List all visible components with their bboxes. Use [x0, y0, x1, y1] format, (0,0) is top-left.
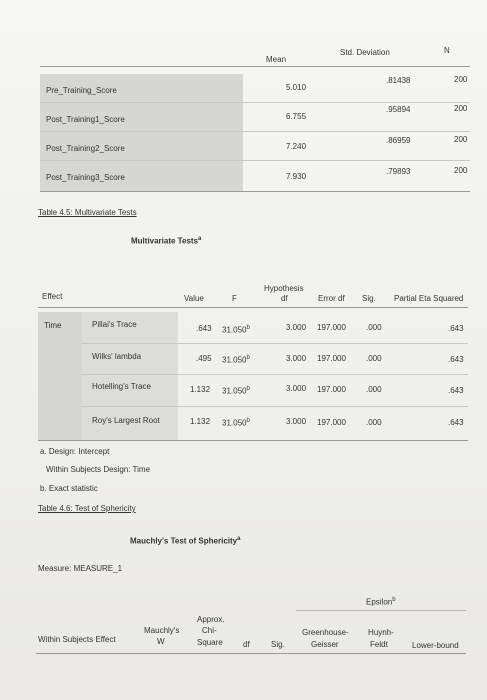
cell-eta: .643 — [448, 418, 464, 427]
cell-sig: .000 — [366, 323, 382, 332]
header-hypothesis-df: df — [281, 294, 288, 303]
cell-hypothesis-df: 3.000 — [286, 384, 307, 393]
cell-std: .79893 — [386, 167, 411, 176]
cell-f: 31.050$^b$ — [222, 325, 250, 335]
header-huynh: Huynh- — [368, 628, 394, 637]
row-rule — [40, 102, 470, 103]
row-label: Pillai's Trace — [92, 320, 137, 329]
header-feldt: Feldt — [370, 640, 388, 649]
footnote-within-subjects: Within Subjects Design: Time — [46, 465, 151, 474]
cell-f: 31.050$^b$ — [222, 355, 250, 365]
table-4-5-caption: Table 4.5: Multivariate Tests — [38, 208, 137, 217]
header-hypothesis: Hypothesis — [264, 284, 304, 293]
table-4-6-caption: Table 4.6: Test of Sphericity — [38, 504, 136, 513]
footnote-exact-statistic: b. Exact statistic — [40, 484, 98, 493]
cell-error-df: 197.000 — [317, 354, 346, 363]
header-rule — [36, 653, 466, 654]
multivariate-tests-title: Multivariate Tests$^a$ — [131, 236, 202, 246]
header-sig: Sig. — [362, 294, 376, 303]
header-rule — [40, 66, 470, 67]
cell-error-df: 197.000 — [317, 418, 346, 427]
header-mauchly-w-2: W — [157, 637, 165, 646]
header-mean: Mean — [266, 55, 287, 64]
effect-column-shade — [38, 312, 82, 440]
cell-value: .643 — [196, 324, 212, 333]
header-geisser: Geisser — [311, 640, 339, 649]
row-label: Post_Training1_Score — [46, 115, 125, 124]
header-epsilon: Epsilon$^b$ — [366, 597, 396, 607]
row-label: Hotelling's Trace — [92, 382, 151, 391]
header-rule — [38, 307, 468, 308]
header-value: Value — [184, 294, 204, 303]
cell-hypothesis-df: 3.000 — [286, 323, 307, 332]
cell-mean: 6.755 — [286, 112, 307, 121]
row-rule — [40, 160, 470, 161]
row-rule — [82, 374, 468, 375]
row-label: Wilks' lambda — [92, 352, 142, 361]
cell-eta: .643 — [448, 355, 464, 364]
header-n: N — [444, 46, 450, 55]
cell-sig: .000 — [366, 354, 382, 363]
measure-label: Measure: MEASURE_1 — [38, 564, 123, 573]
header-effect: Effect — [42, 292, 63, 301]
cell-mean: 5.010 — [286, 83, 307, 92]
cell-mean: 7.930 — [286, 172, 307, 181]
effect-time: Time — [44, 321, 62, 330]
cell-hypothesis-df: 3.000 — [286, 354, 307, 363]
cell-sig: .000 — [366, 418, 382, 427]
cell-sig: .000 — [366, 385, 382, 394]
cell-std: .81438 — [386, 76, 411, 85]
row-rule — [40, 131, 470, 132]
cell-f: 31.050$^b$ — [222, 418, 250, 428]
cell-n: 200 — [454, 104, 468, 113]
cell-std: .95894 — [386, 105, 411, 114]
header-mauchly-w-1: Mauchly's — [144, 626, 180, 635]
header-partial-eta: Partial Eta Squared — [394, 294, 464, 303]
cell-value: .495 — [196, 354, 212, 363]
header-approx: Approx. — [197, 615, 225, 624]
header-square: Square — [197, 638, 223, 647]
header-within-subjects-effect: Within Subjects Effect — [38, 635, 116, 644]
header-lower-bound: Lower-bound — [412, 641, 459, 650]
header-chi: Chi- — [202, 626, 217, 635]
cell-n: 200 — [454, 75, 468, 84]
row-label: Post_Training2_Score — [46, 144, 125, 153]
row-label: Roy's Largest Root — [92, 416, 160, 425]
cell-eta: .643 — [448, 386, 464, 395]
cell-hypothesis-df: 3.000 — [286, 417, 307, 426]
header-std-deviation: Std. Deviation — [340, 48, 390, 57]
cell-value: 1.132 — [190, 385, 211, 394]
cell-std: .86959 — [386, 136, 411, 145]
header-df: df — [243, 640, 250, 649]
header-f: F — [232, 294, 237, 303]
cell-eta: .643 — [448, 324, 464, 333]
cell-n: 200 — [454, 135, 468, 144]
header-error-df: Error df — [318, 294, 345, 303]
cell-error-df: 197.000 — [317, 323, 346, 332]
header-greenhouse: Greenhouse- — [302, 628, 349, 637]
cell-error-df: 197.000 — [317, 385, 346, 394]
cell-mean: 7.240 — [286, 142, 307, 151]
table-bottom-rule — [40, 191, 470, 192]
cell-n: 200 — [454, 166, 468, 175]
cell-value: 1.132 — [190, 417, 211, 426]
row-label: Post_Training3_Score — [46, 173, 125, 182]
table-bottom-rule — [38, 440, 468, 441]
footnote-design: a. Design: Intercept — [40, 447, 110, 456]
epsilon-rule — [296, 610, 466, 611]
row-rule — [82, 343, 468, 344]
row-rule — [82, 406, 468, 407]
row-label: Pre_Training_Score — [46, 86, 117, 95]
sphericity-title: Mauchly's Test of Sphericity$^a$ — [130, 536, 241, 546]
header-sig: Sig. — [271, 640, 285, 649]
cell-f: 31.050$^b$ — [222, 386, 250, 396]
